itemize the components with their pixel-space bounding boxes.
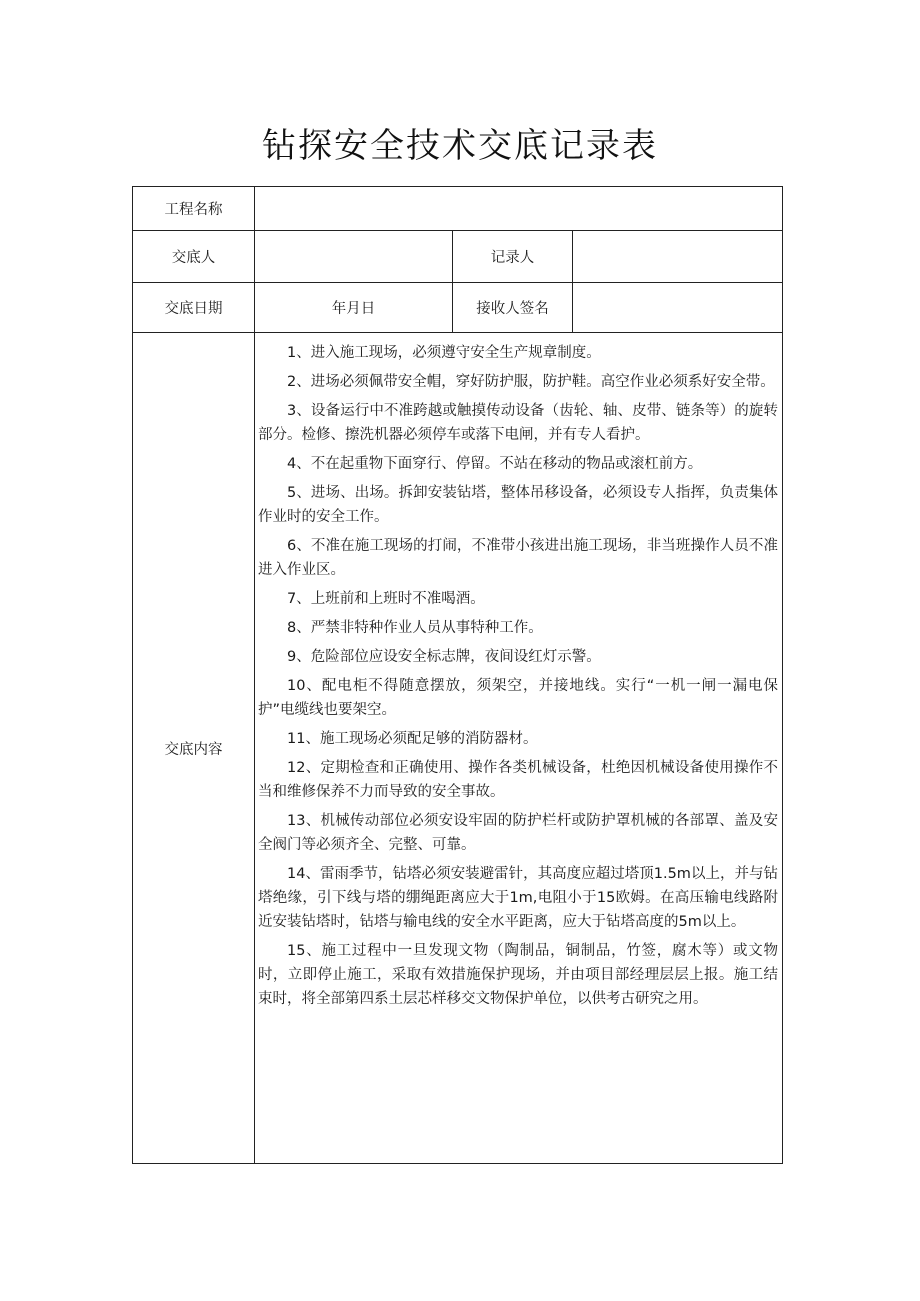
content-item: 3、设备运行中不准跨越或触摸传动设备（齿轮、轴、皮带、链条等）的旋转部分。检修、擦洗机器必须停车或落下电闸，并有专人看护。 (258, 403, 779, 443)
content-item: 12、定期检查和正确使用、操作各类机械设备，杜绝因机械设备使用操作不当和维修保养不力而导致的安全事故。 (258, 760, 779, 800)
page-title: 钻探安全技术交底记录表 (262, 126, 658, 166)
field-date[interactable]: 年月日 (255, 283, 453, 333)
row-content (133, 333, 783, 1164)
content-item: 5、进场、出场。拆卸安装钻塔，整体吊移设备，必须设专人指挥，负责集体作业时的安全工作。 (258, 485, 779, 525)
field-recorder[interactable] (573, 231, 783, 283)
content-list (255, 333, 782, 1011)
content-item: 1、进入施工现场，必须遵守安全生产规章制度。 (287, 345, 601, 361)
content-item: 7、上班前和上班时不准喝酒。 (287, 591, 485, 607)
content-item: 9、危险部位应设安全标志牌，夜间设红灯示警。 (287, 649, 601, 665)
row-date (133, 283, 783, 333)
content-item: 6、不准在施工现场的打闹，不准带小孩进出施工现场，非当班操作人员不准进入作业区。 (258, 538, 779, 578)
content-item: 2、进场必须佩带安全帽，穿好防护服，防护鞋。高空作业必须系好安全带。 (287, 374, 775, 390)
content-item: 10、配电柜不得随意摆放，须架空，并接地线。实行“一机一闸一漏电保护”电缆线也要架空。 (258, 678, 779, 718)
content-item: 13、机械传动部位必须安设牢固的防护栏杆或防护罩机械的各部罩、盖及安全阀门等必须齐全、完整、可靠。 (258, 813, 779, 853)
record-form-table (132, 186, 783, 1164)
label-project-name: 工程名称 (133, 187, 255, 231)
content-item: 4、不在起重物下面穿行、停留。不站在移动的物品或滚杠前方。 (287, 456, 703, 472)
label-date: 交底日期 (133, 283, 255, 333)
content-item: 15、施工过程中一旦发现文物（陶制品，铜制品，竹签，腐木等）或文物时，立即停止施工，采取有效措施保护现场，并由项目部经理层层上报。施工结束时，将全部第四系土层芯样移交文物保护单位，以供考古研究之用。 (258, 943, 779, 1007)
content-item: 11、施工现场必须配足够的消防器材。 (287, 731, 538, 747)
field-project-name[interactable] (255, 187, 783, 231)
label-presenter: 交底人 (133, 231, 255, 283)
field-recipient-signature[interactable] (573, 283, 783, 333)
label-content: 交底内容 (133, 333, 255, 1164)
field-presenter[interactable] (255, 231, 453, 283)
label-recipient-signature: 接收人签名 (453, 283, 573, 333)
row-project-name (133, 187, 783, 231)
row-presenter (133, 231, 783, 283)
content-item: 8、严禁非特种作业人员从事特种工作。 (287, 620, 543, 636)
content-item: 14、雷雨季节，钻塔必须安装避雷针，其高度应超过塔顶1.5m以上，并与钻塔绝缘，引下线与塔的绷绳距离应大于1m,电阻小于15欧姆。在高压输电线路附近安装钻塔时，钻塔与输电线的安全水平距离，应大于钻塔高度的5m以上。 (258, 866, 779, 930)
label-recorder: 记录人 (453, 231, 573, 283)
field-content (255, 333, 783, 1164)
